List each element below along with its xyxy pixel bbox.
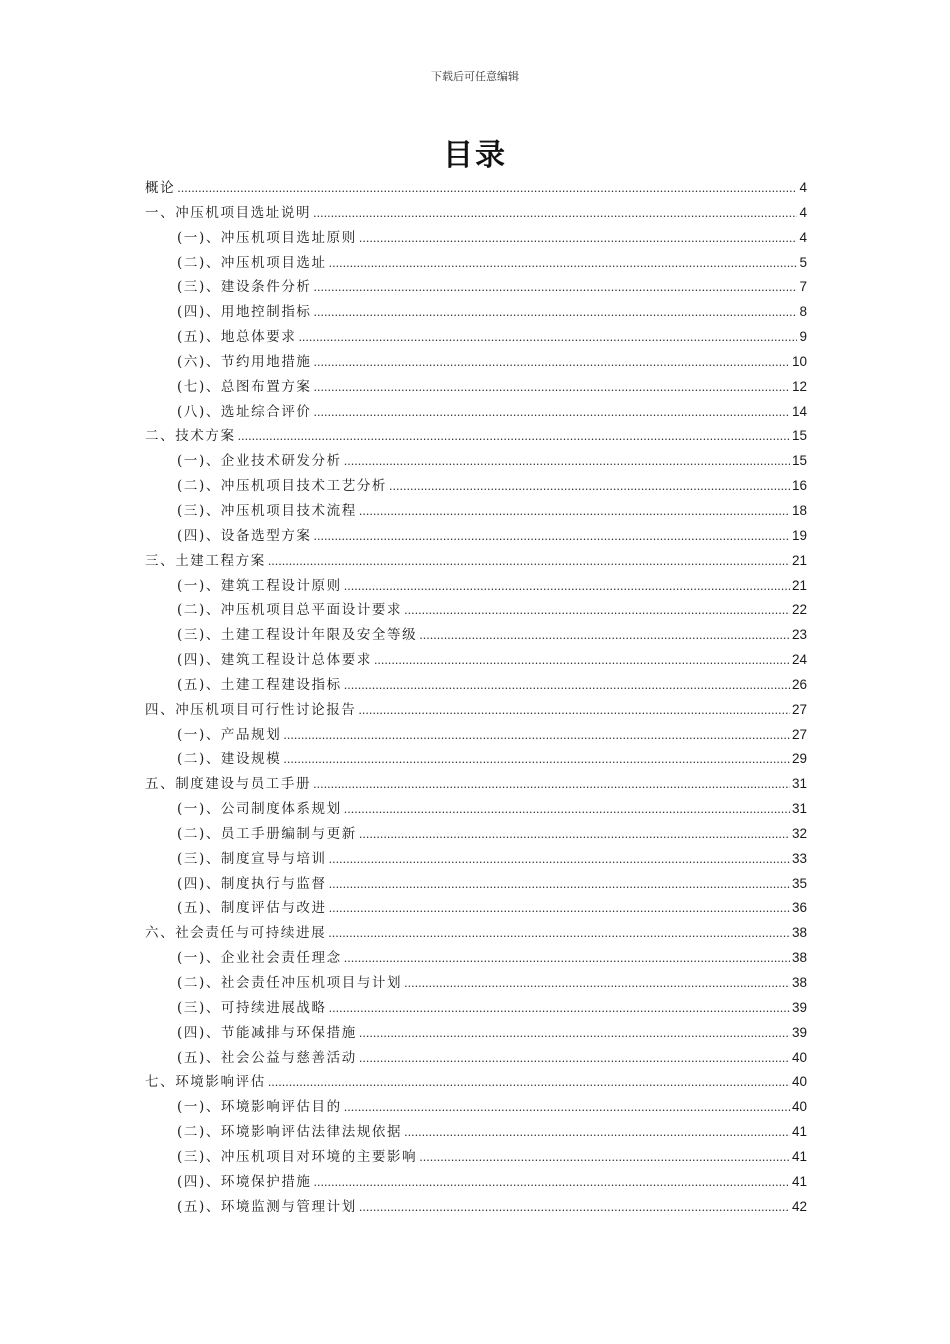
toc-entry-page-number: 15 <box>791 453 807 469</box>
toc-dot-leader <box>344 580 790 593</box>
toc-entry[interactable] <box>145 996 807 1021</box>
toc-entry[interactable] <box>145 648 807 673</box>
toc-entry-label: (一)、企业社会责任理念 <box>177 950 342 967</box>
toc-entry-label: (一)、产品规划 <box>177 726 282 743</box>
toc-entry-page-number: 16 <box>791 478 807 494</box>
toc-entry[interactable] <box>145 1195 807 1220</box>
toc-entry[interactable] <box>145 400 807 425</box>
toc-entry[interactable] <box>145 474 807 499</box>
toc-entry[interactable] <box>145 623 807 648</box>
toc-dot-leader <box>344 803 790 816</box>
toc-entry-page-number: 12 <box>791 378 807 394</box>
toc-entry[interactable] <box>145 797 807 822</box>
toc-entry-page-number: 21 <box>791 552 807 568</box>
toc-entry-label: (五)、土建工程建设指标 <box>177 676 342 693</box>
toc-entry-page-number: 24 <box>791 652 807 668</box>
toc-dot-leader <box>298 331 797 344</box>
toc-dot-leader <box>314 381 790 394</box>
toc-dot-leader <box>314 406 790 419</box>
toc-entry-page-number: 18 <box>791 502 807 518</box>
toc-entry-page-number: 15 <box>791 428 807 444</box>
toc-entry-label: (四)、制度执行与监督 <box>177 875 327 892</box>
toc-entry-page-number: 41 <box>791 1124 807 1140</box>
toc-entry[interactable] <box>145 1021 807 1046</box>
toc-entry-page-number: 19 <box>791 527 807 543</box>
toc-dot-leader <box>314 530 790 543</box>
toc-dot-leader <box>359 1201 790 1214</box>
toc-entry-label: (三)、土建工程设计年限及安全等级 <box>177 627 418 644</box>
toc-entry[interactable] <box>145 723 807 748</box>
toc-entry-page-number: 27 <box>791 726 807 742</box>
toc-dot-leader <box>329 878 790 891</box>
toc-entry[interactable] <box>145 300 807 325</box>
toc-entry[interactable] <box>145 772 807 797</box>
toc-entry-label: (三)、可持续进展战略 <box>177 999 327 1016</box>
toc-entry-page-number: 31 <box>791 801 807 817</box>
toc-entry[interactable] <box>145 946 807 971</box>
toc-entry[interactable] <box>145 1046 807 1071</box>
toc-entry-label: (二)、社会责任冲压机项目与计划 <box>177 975 403 991</box>
toc-dot-leader <box>283 753 790 766</box>
toc-dot-leader <box>314 356 790 369</box>
toc-entry-page-number: 36 <box>791 900 807 916</box>
toc-entry-label: (四)、节能减排与环保措施 <box>177 1024 357 1041</box>
toc-dot-leader <box>404 977 790 990</box>
toc-entry-page-number: 41 <box>791 1148 807 1164</box>
toc-entry[interactable] <box>145 822 807 847</box>
toc-entry-page-number: 40 <box>791 1099 807 1115</box>
toc-dot-leader <box>328 927 790 940</box>
toc-entry-label: (八)、选址综合评价 <box>177 403 312 420</box>
toc-dot-leader <box>344 952 790 965</box>
toc-entry-page-number: 33 <box>791 850 807 866</box>
toc-entry-label: (四)、设备选型方案 <box>177 527 312 544</box>
toc-entry-label: 二、技术方案 <box>145 428 236 445</box>
toc-entry[interactable] <box>145 275 807 300</box>
toc-entry[interactable] <box>145 1145 807 1170</box>
toc-entry-page-number: 38 <box>791 925 807 941</box>
toc-entry[interactable] <box>145 549 807 574</box>
toc-dot-leader <box>314 281 798 294</box>
toc-entry-label: (四)、用地控制指标 <box>177 304 312 321</box>
toc-entry-page-number: 27 <box>791 701 807 717</box>
toc-entry-page-number: 9 <box>799 329 807 345</box>
toc-entry[interactable] <box>145 698 807 723</box>
toc-entry-page-number: 35 <box>791 875 807 891</box>
toc-entry-label: (一)、环境影响评估目的 <box>177 1099 342 1116</box>
toc-dot-leader <box>389 480 790 493</box>
toc-entry-label: 五、制度建设与员工手册 <box>145 776 312 793</box>
toc-entry-label: (一)、建筑工程设计原则 <box>177 577 342 594</box>
toc-entry-page-number: 23 <box>791 627 807 643</box>
toc-entry[interactable] <box>145 350 807 375</box>
toc-entry[interactable] <box>145 524 807 549</box>
toc-entry[interactable] <box>145 375 807 400</box>
toc-dot-leader <box>419 629 790 642</box>
toc-entry-label: (二)、冲压机项目选址 <box>177 254 327 271</box>
toc-entry-page-number: 14 <box>791 403 807 419</box>
toc-entry-label: 七、环境影响评估 <box>145 1074 266 1091</box>
toc-entry-page-number: 40 <box>791 1049 807 1065</box>
toc-entry-label: (一)、企业技术研发分析 <box>177 453 342 470</box>
toc-entry-label: (三)、建设条件分析 <box>177 279 312 296</box>
toc-dot-leader <box>358 704 790 717</box>
toc-entry-page-number: 4 <box>799 229 807 245</box>
toc-entry[interactable] <box>145 971 807 996</box>
toc-entry-page-number: 26 <box>791 676 807 692</box>
toc-entry[interactable] <box>145 921 807 946</box>
toc-entry-label: (二)、环境影响评估法律法规依据 <box>177 1124 403 1141</box>
toc-entry-page-number: 39 <box>791 1024 807 1040</box>
toc-entry-page-number: 42 <box>791 1198 807 1214</box>
toc-dot-leader <box>268 1076 790 1089</box>
toc-entry-page-number: 5 <box>799 254 807 270</box>
toc-entry-page-number: 38 <box>791 950 807 966</box>
toc-entry[interactable] <box>145 176 807 201</box>
toc-entry[interactable] <box>145 251 807 276</box>
toc-dot-leader <box>329 902 790 915</box>
toc-dot-leader <box>359 1027 790 1040</box>
toc-entry[interactable] <box>145 325 807 350</box>
toc-entry-label: (一)、公司制度体系规划 <box>177 801 342 818</box>
toc-dot-leader <box>314 1176 790 1189</box>
toc-entry[interactable] <box>145 1120 807 1145</box>
toc-entry[interactable] <box>145 574 807 599</box>
toc-entry-page-number: 7 <box>799 279 807 295</box>
toc-entry[interactable] <box>145 1070 807 1095</box>
toc-entry[interactable] <box>145 872 807 897</box>
toc-entry[interactable] <box>145 424 807 449</box>
toc-entry[interactable] <box>145 499 807 524</box>
toc-entry[interactable] <box>145 1095 807 1120</box>
toc-dot-leader <box>419 1151 790 1164</box>
toc-dot-leader <box>359 232 798 245</box>
toc-entry-label: (七)、总图布置方案 <box>177 378 312 395</box>
toc-dot-leader <box>404 1126 790 1139</box>
toc-entry-page-number: 31 <box>791 776 807 792</box>
toc-dot-leader <box>268 555 790 568</box>
toc-entry-page-number: 10 <box>791 353 807 369</box>
toc-dot-leader <box>359 1052 790 1065</box>
toc-entry-page-number: 22 <box>791 602 807 618</box>
toc-entry-label: 概论 <box>145 180 176 196</box>
toc-entry-page-number: 32 <box>791 825 807 841</box>
toc-entry-label: 一、冲压机项目选址说明 <box>145 204 312 221</box>
toc-entry-label: (二)、冲压机项目总平面设计要求 <box>177 602 403 619</box>
toc-entry-page-number: 41 <box>791 1173 807 1189</box>
toc-entry-page-number: 40 <box>791 1074 807 1090</box>
toc-dot-leader <box>283 729 790 742</box>
toc-entry-label: 六、社会责任与可持续进展 <box>145 925 327 942</box>
toc-dot-leader <box>313 207 797 220</box>
toc-entry-label: (三)、冲压机项目技术流程 <box>177 502 357 519</box>
toc-entry[interactable] <box>145 201 807 226</box>
toc-dot-leader <box>344 1101 790 1114</box>
toc-dot-leader <box>329 257 798 270</box>
toc-entry-page-number: 21 <box>791 577 807 593</box>
toc-entry-page-number: 38 <box>791 975 807 990</box>
table-of-contents <box>145 176 807 1219</box>
toc-dot-leader <box>314 306 798 319</box>
toc-dot-leader <box>313 778 790 791</box>
toc-entry-page-number: 29 <box>791 751 807 767</box>
toc-entry-page-number: 4 <box>799 180 807 195</box>
toc-entry-page-number: 8 <box>799 304 807 320</box>
toc-dot-leader <box>359 505 790 518</box>
toc-entry[interactable] <box>145 1170 807 1195</box>
toc-dot-leader <box>329 853 790 866</box>
toc-title: 目录 <box>443 138 507 173</box>
toc-entry-label: (四)、建筑工程设计总体要求 <box>177 652 372 669</box>
toc-dot-leader <box>177 182 797 195</box>
header-note: 下载后可任意编辑 <box>431 70 519 83</box>
toc-dot-leader <box>344 455 790 468</box>
toc-dot-leader <box>238 430 790 443</box>
toc-entry-label: (三)、冲压机项目对环境的主要影响 <box>177 1148 418 1165</box>
toc-entry-label: (二)、建设规模 <box>177 751 282 768</box>
toc-entry-page-number: 39 <box>791 999 807 1015</box>
toc-entry-label: (五)、地总体要求 <box>177 329 297 346</box>
toc-dot-leader <box>344 679 790 692</box>
toc-entry-label: (五)、环境监测与管理计划 <box>177 1198 357 1215</box>
toc-entry-label: 四、冲压机项目可行性讨论报告 <box>145 701 357 718</box>
toc-entry-label: (六)、节约用地措施 <box>177 353 312 370</box>
toc-entry-label: (五)、制度评估与改进 <box>177 900 327 917</box>
toc-entry-label: (二)、员工手册编制与更新 <box>177 825 357 842</box>
toc-dot-leader <box>374 654 790 667</box>
toc-dot-leader <box>404 604 790 617</box>
toc-entry[interactable] <box>145 896 807 921</box>
toc-entry[interactable] <box>145 226 807 251</box>
toc-entry[interactable] <box>145 673 807 698</box>
toc-entry-label: (五)、社会公益与慈善活动 <box>177 1049 357 1066</box>
toc-entry-label: (三)、制度宣导与培训 <box>177 850 327 867</box>
toc-entry-label: 三、土建工程方案 <box>145 552 266 569</box>
toc-dot-leader <box>359 828 790 841</box>
toc-entry[interactable] <box>145 747 807 772</box>
toc-entry[interactable] <box>145 449 807 474</box>
toc-entry[interactable] <box>145 847 807 872</box>
toc-entry[interactable] <box>145 598 807 623</box>
toc-entry-page-number: 4 <box>799 204 807 220</box>
toc-entry-label: (一)、冲压机项目选址原则 <box>177 229 357 246</box>
toc-entry-label: (四)、环境保护措施 <box>177 1173 312 1190</box>
toc-entry-label: (二)、冲压机项目技术工艺分析 <box>177 478 388 495</box>
toc-dot-leader <box>329 1002 790 1015</box>
